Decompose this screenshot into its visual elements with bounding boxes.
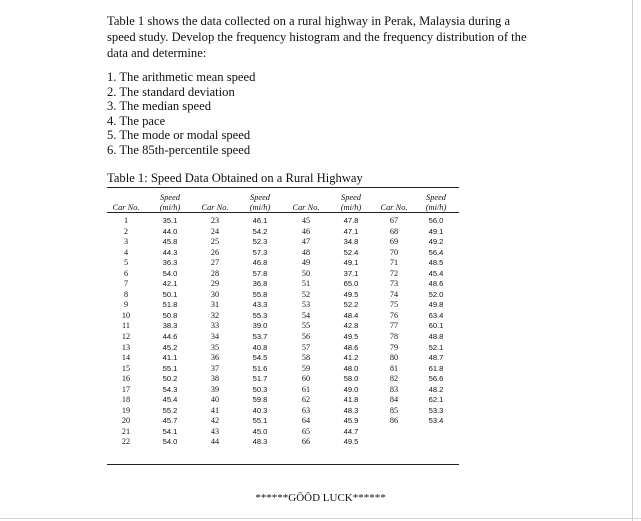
car-number-cell: 44 xyxy=(210,437,220,447)
speed-cell: 35.1 xyxy=(162,216,178,225)
task-item: 3. The median speed xyxy=(107,99,211,113)
table-row xyxy=(107,332,459,343)
speed-cell: 48.6 xyxy=(428,279,444,289)
car-number-cell: 34 xyxy=(210,332,220,342)
car-number-cell: 84 xyxy=(389,395,399,405)
speed-cell: 54.1 xyxy=(162,426,178,436)
header-speed-title: Speed xyxy=(250,193,270,202)
speed-cell: 45.9 xyxy=(343,416,359,426)
car-number-cell: 4 xyxy=(123,247,129,257)
speed-cell: 63.4 xyxy=(428,310,444,320)
speed-cell: 58.0 xyxy=(343,374,359,384)
table-row xyxy=(107,258,459,269)
task-item: 1. The arithmetic mean speed xyxy=(107,70,256,84)
car-number-cell: 31 xyxy=(210,300,220,310)
speed-cell: 48.0 xyxy=(343,363,359,373)
car-number-cell: 39 xyxy=(210,384,220,394)
header-speed-title: Speed xyxy=(160,193,180,202)
speed-cell: 55.1 xyxy=(162,363,178,373)
speed-cell: 46.1 xyxy=(252,216,268,225)
table-row xyxy=(107,227,459,238)
car-number-cell: 23 xyxy=(210,216,220,225)
car-number-cell: 63 xyxy=(301,405,311,415)
car-number-cell: 6 xyxy=(123,268,129,278)
speed-cell: 45.8 xyxy=(162,237,178,247)
car-number-cell: 22 xyxy=(121,437,131,447)
car-number-cell: 18 xyxy=(121,395,131,405)
table-row xyxy=(107,416,459,427)
car-number-cell: 64 xyxy=(301,416,311,426)
speed-cell: 56.4 xyxy=(428,247,444,257)
car-number-cell: 19 xyxy=(121,405,131,415)
speed-cell: 48.6 xyxy=(343,342,359,352)
header-speed-unit: (mi/h) xyxy=(249,202,271,212)
header-speed-title: Speed xyxy=(426,193,446,202)
table-row xyxy=(107,364,459,375)
speed-cell: 50.8 xyxy=(162,310,178,320)
car-number-cell: 38 xyxy=(210,374,220,384)
speed-cell: 49.0 xyxy=(343,384,359,394)
speed-cell: 45.4 xyxy=(162,395,178,405)
table-body xyxy=(107,212,459,448)
speed-cell: 49.2 xyxy=(428,237,444,247)
car-number-cell: 42 xyxy=(210,416,220,426)
speed-cell: 41.2 xyxy=(343,353,359,363)
car-number-cell: 61 xyxy=(301,384,311,394)
car-number-cell: 52 xyxy=(301,289,311,299)
car-number-cell: 73 xyxy=(389,279,399,289)
task-item: 6. The 85th-percentile speed xyxy=(107,142,251,157)
speed-cell: 38.3 xyxy=(162,321,178,331)
speed-cell: 45.7 xyxy=(162,416,178,426)
speed-cell: 50.2 xyxy=(162,374,178,384)
car-number-cell: 62 xyxy=(301,395,311,405)
car-number-cell: 43 xyxy=(210,426,220,436)
task-item: 4. The pace xyxy=(107,113,166,128)
car-number-cell: 51 xyxy=(301,279,311,289)
car-number-cell: 15 xyxy=(121,363,131,373)
speed-cell: 36.3 xyxy=(162,258,178,268)
car-number-cell: 56 xyxy=(301,332,311,342)
car-number-cell: 48 xyxy=(301,247,311,257)
speed-cell: 50.3 xyxy=(252,384,268,394)
car-number-cell: 41 xyxy=(210,405,220,415)
car-number-cell: 7 xyxy=(123,279,129,289)
car-number-cell: 59 xyxy=(301,363,311,373)
speed-cell: 51.7 xyxy=(252,374,268,384)
speed-cell: 55.3 xyxy=(252,310,268,320)
car-number-cell: 17 xyxy=(121,384,131,394)
car-number-cell: 71 xyxy=(389,258,399,268)
car-number-cell: 40 xyxy=(210,395,220,405)
header-speed-unit: (mi/h) xyxy=(159,202,181,212)
speed-cell: 62.1 xyxy=(428,395,444,405)
speed-cell: 49.5 xyxy=(343,332,359,342)
speed-cell: 61.8 xyxy=(428,363,444,373)
car-number-cell: 85 xyxy=(389,405,399,415)
header-speed-title: Speed xyxy=(341,193,361,202)
car-number-cell: 47 xyxy=(301,237,311,247)
speed-cell: 49.1 xyxy=(343,258,359,268)
car-number-cell: 26 xyxy=(210,247,220,257)
car-number-cell: 5 xyxy=(123,258,129,268)
car-number-cell: 60 xyxy=(301,374,311,384)
speed-cell xyxy=(413,427,459,438)
speed-cell: 52.1 xyxy=(428,342,444,352)
good-luck-footer: ******GŌŌD LUCK****** xyxy=(255,492,386,504)
speed-cell: 52.4 xyxy=(343,247,359,257)
speed-cell: 44.3 xyxy=(162,247,178,257)
speed-cell: 36.8 xyxy=(252,279,268,289)
header-speed xyxy=(145,190,195,212)
car-number-cell: 83 xyxy=(389,384,399,394)
speed-cell: 57.3 xyxy=(252,247,268,257)
speed-cell: 65.0 xyxy=(343,279,359,289)
speed-cell: 44.6 xyxy=(162,332,178,342)
table-row xyxy=(107,269,459,280)
header-speed xyxy=(413,190,459,212)
car-number-cell: 25 xyxy=(210,237,220,247)
car-number-cell: 55 xyxy=(301,321,311,331)
speed-cell: 54.2 xyxy=(252,226,268,236)
car-number-cell: 12 xyxy=(121,332,131,342)
speed-cell: 55.1 xyxy=(252,416,268,426)
page-edge-divider xyxy=(632,0,633,521)
header-rule xyxy=(107,212,459,213)
car-number-cell: 75 xyxy=(389,300,399,310)
speed-cell: 40.3 xyxy=(252,405,268,415)
header-speed-unit: (mi/h) xyxy=(340,202,362,212)
car-number-cell xyxy=(375,427,413,438)
speed-cell: 48.5 xyxy=(428,258,444,268)
speed-cell: 45.4 xyxy=(428,268,444,278)
table-row xyxy=(107,311,459,322)
car-number-cell: 72 xyxy=(389,268,399,278)
speed-cell: 48.2 xyxy=(428,384,444,394)
car-number-cell: 28 xyxy=(210,268,220,278)
car-number-cell: 81 xyxy=(389,363,399,373)
speed-cell: 54.3 xyxy=(162,384,178,394)
car-number-cell: 8 xyxy=(123,289,129,299)
table-caption: Table 1: Speed Data Obtained on a Rural Highway xyxy=(107,171,363,185)
car-number-cell: 58 xyxy=(301,353,311,363)
car-number-cell xyxy=(375,437,413,448)
table-row xyxy=(107,353,459,364)
speed-cell: 48.8 xyxy=(428,332,444,342)
speed-cell: 54.0 xyxy=(162,268,178,278)
car-number-cell: 79 xyxy=(389,342,399,352)
table-bottom-rule xyxy=(107,464,459,465)
table-row xyxy=(107,279,459,290)
car-number-cell: 76 xyxy=(389,310,399,320)
car-number-cell: 11 xyxy=(122,321,130,331)
task-item: 2. The standard deviation xyxy=(107,84,235,99)
speed-cell: 43.3 xyxy=(252,300,268,310)
car-number-cell: 1 xyxy=(123,216,129,225)
page-bottom-divider xyxy=(0,518,641,519)
table-row xyxy=(107,300,459,311)
car-number-cell: 20 xyxy=(121,416,131,426)
header-speed xyxy=(235,190,285,212)
speed-cell: 48.4 xyxy=(343,310,359,320)
header-car-no: Car No. xyxy=(201,202,229,212)
car-number-cell: 68 xyxy=(389,226,399,236)
car-number-cell: 77 xyxy=(389,321,399,331)
speed-cell: 41.1 xyxy=(162,353,178,363)
speed-cell: 48.3 xyxy=(343,405,359,415)
speed-cell: 49.5 xyxy=(343,289,359,299)
speed-cell xyxy=(413,437,459,448)
speed-cell: 60.1 xyxy=(428,321,444,331)
car-number-cell: 82 xyxy=(389,374,399,384)
car-number-cell: 46 xyxy=(301,226,311,236)
table-row xyxy=(107,406,459,417)
car-number-cell: 53 xyxy=(301,300,311,310)
car-number-cell: 27 xyxy=(210,258,220,268)
car-number-cell: 74 xyxy=(389,289,399,299)
speed-cell: 48.7 xyxy=(428,353,444,363)
speed-cell: 34.8 xyxy=(343,237,359,247)
speed-cell: 54.0 xyxy=(162,437,178,447)
speed-cell: 56.6 xyxy=(428,374,444,384)
speed-cell: 53.3 xyxy=(428,405,444,415)
speed-cell: 42.1 xyxy=(162,279,178,289)
car-number-cell: 13 xyxy=(121,342,131,352)
car-number-cell: 24 xyxy=(210,226,220,236)
car-number-cell: 2 xyxy=(123,226,129,236)
car-number-cell: 35 xyxy=(210,342,220,352)
car-number-cell: 70 xyxy=(389,247,399,257)
car-number-cell: 57 xyxy=(301,342,311,352)
car-number-cell: 69 xyxy=(389,237,399,247)
problem-statement: Table 1 shows the data collected on a rural highway in Perak, Malaysia during a speed study. Develop the frequency histogram and the frequency distribution of the data and determine: xyxy=(107,14,527,60)
speed-cell: 49.5 xyxy=(343,437,359,447)
task-item: 5. The mode or modal speed xyxy=(107,128,251,142)
car-number-cell: 66 xyxy=(301,437,311,447)
speed-cell: 49.1 xyxy=(428,226,444,236)
speed-cell: 45.0 xyxy=(252,426,268,436)
speed-cell: 59.8 xyxy=(252,395,268,405)
car-number-cell: 16 xyxy=(121,374,131,384)
header-car-no: Car No. xyxy=(112,202,140,212)
car-number-cell: 54 xyxy=(301,310,311,320)
car-number-cell: 30 xyxy=(210,289,220,299)
speed-cell: 44.7 xyxy=(343,426,359,436)
speed-cell: 50.1 xyxy=(162,289,178,299)
car-number-cell: 10 xyxy=(121,310,131,320)
table-row xyxy=(107,374,459,385)
table-row xyxy=(107,237,459,248)
speed-cell: 47.8 xyxy=(343,216,359,225)
speed-cell: 51.8 xyxy=(162,300,178,310)
car-number-cell: 14 xyxy=(121,353,131,363)
header-speed xyxy=(327,190,375,212)
speed-cell: 52.2 xyxy=(343,300,359,310)
speed-cell: 37.1 xyxy=(343,268,359,278)
car-number-cell: 9 xyxy=(123,300,129,310)
speed-cell: 39.0 xyxy=(252,321,268,331)
speed-cell: 40.8 xyxy=(252,342,268,352)
speed-cell: 53.4 xyxy=(428,416,444,426)
car-number-cell: 65 xyxy=(301,426,311,436)
table-row xyxy=(107,437,459,448)
car-number-cell: 67 xyxy=(389,216,399,225)
table-top-rule xyxy=(107,187,459,188)
table-row xyxy=(107,395,459,406)
speed-cell: 49.8 xyxy=(428,300,444,310)
speed-cell: 52.0 xyxy=(428,289,444,299)
speed-cell: 57.8 xyxy=(252,268,268,278)
speed-cell: 52.3 xyxy=(252,237,268,247)
task-list xyxy=(107,70,255,157)
car-number-cell: 86 xyxy=(389,416,399,426)
table-row xyxy=(107,427,459,438)
speed-cell: 55.8 xyxy=(252,289,268,299)
speed-cell: 51.6 xyxy=(252,363,268,373)
speed-cell: 44.0 xyxy=(162,226,178,236)
car-number-cell: 49 xyxy=(301,258,311,268)
table-row xyxy=(107,385,459,396)
table-row xyxy=(107,343,459,354)
car-number-cell: 80 xyxy=(389,353,399,363)
car-number-cell: 78 xyxy=(389,332,399,342)
speed-cell: 48.3 xyxy=(252,437,268,447)
header-car-no: Car No. xyxy=(292,202,320,212)
car-number-cell: 32 xyxy=(210,310,220,320)
car-number-cell: 21 xyxy=(121,426,131,436)
table-row xyxy=(107,216,459,227)
car-number-cell: 45 xyxy=(301,216,311,225)
speed-cell: 41.8 xyxy=(343,395,359,405)
car-number-cell: 36 xyxy=(210,353,220,363)
speed-cell: 54.5 xyxy=(252,353,268,363)
speed-cell: 46.8 xyxy=(252,258,268,268)
speed-cell: 56.0 xyxy=(428,216,444,225)
table-row xyxy=(107,321,459,332)
car-number-cell: 50 xyxy=(301,268,311,278)
speed-cell: 45.2 xyxy=(162,342,178,352)
car-number-cell: 37 xyxy=(210,363,220,373)
speed-cell: 53.7 xyxy=(252,332,268,342)
header-speed-unit: (mi/h) xyxy=(425,202,447,212)
car-number-cell: 3 xyxy=(123,237,129,247)
table-row xyxy=(107,290,459,301)
speed-cell: 55.2 xyxy=(162,405,178,415)
car-number-cell: 29 xyxy=(210,279,220,289)
car-number-cell: 33 xyxy=(210,321,220,331)
header-car-no: Car No. xyxy=(380,202,408,212)
speed-cell: 47.1 xyxy=(343,226,359,236)
speed-cell: 42.8 xyxy=(343,321,359,331)
table-row xyxy=(107,248,459,259)
